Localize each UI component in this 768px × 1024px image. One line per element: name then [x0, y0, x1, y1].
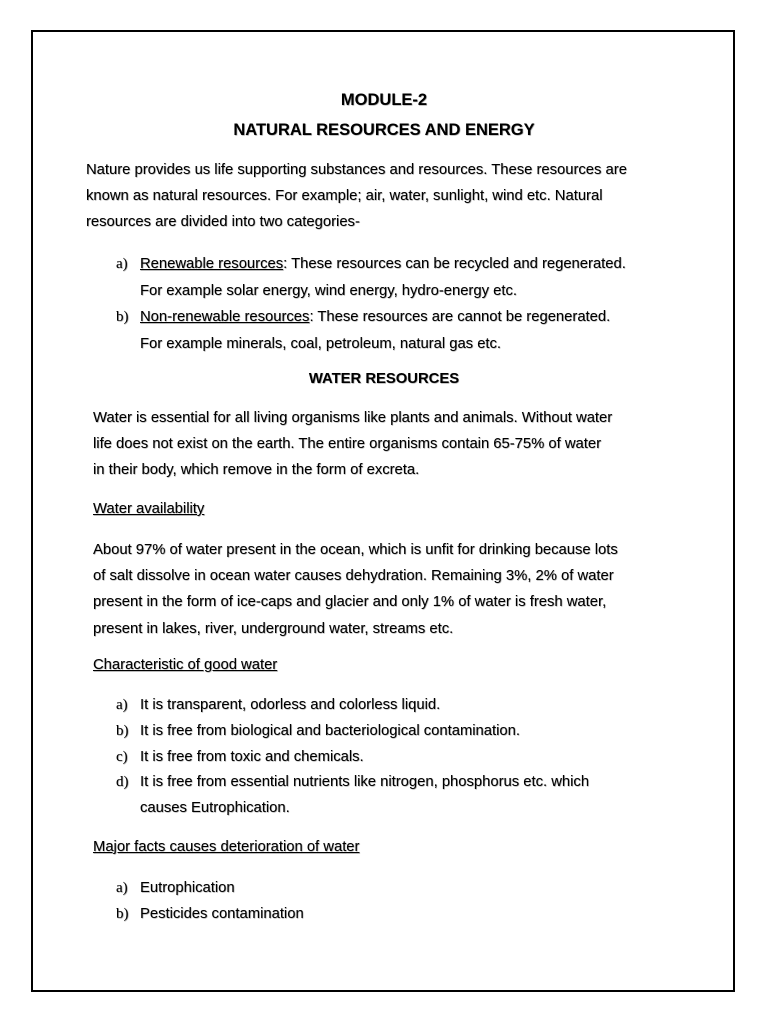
category-term: Renewable resources: [140, 256, 284, 272]
deterioration-list: [112, 876, 304, 928]
list-item-text: It is free from toxic and chemicals.: [140, 748, 364, 765]
good-water-heading: Characteristic of good water: [93, 657, 278, 673]
list-item-text: Eutrophication: [140, 880, 235, 896]
good-water-list: [112, 693, 589, 822]
intro-line: Nature provides us life supporting substances and resources. These resources are: [86, 162, 627, 178]
list-item-text-continued: causes Eutrophication.: [140, 800, 290, 817]
list-item-text: Pesticides contamination: [140, 905, 304, 922]
category-term: Non-renewable resources: [140, 309, 310, 325]
module-title: MODULE-2: [340, 91, 428, 109]
list-item: [112, 876, 304, 902]
list-marker: b): [116, 722, 129, 739]
deterioration-heading: Major facts causes deterioration of water: [93, 839, 360, 855]
list-item: [112, 251, 626, 304]
list-item: [112, 719, 589, 745]
category-definition: : These resources can be recycled and regenerated.: [283, 256, 626, 272]
availability-line: present in the form of ice-caps and glacier and only 1% of water is fresh water,: [93, 594, 607, 611]
water-resources-heading: WATER RESOURCES: [308, 371, 460, 387]
list-marker: b): [116, 309, 129, 325]
list-item-text: It is free from essential nutrients like nitrogen, phosphorus etc. which: [140, 774, 590, 791]
list-marker: b): [116, 905, 129, 922]
availability-line: present in lakes, river, underground water, streams etc.: [93, 620, 454, 637]
list-item-text: It is free from biological and bacteriological contamination.: [140, 722, 520, 739]
water-line: in their body, which remove in the form of excreta.: [93, 462, 420, 479]
category-definition: : These resources are cannot be regenerated.: [309, 309, 611, 325]
intro-line: resources are divided into two categories-: [86, 214, 360, 231]
list-item: [112, 745, 589, 771]
list-marker: d): [116, 774, 129, 791]
intro-line: known as natural resources. For example; air, water, sunlight, wind etc. Natural: [86, 188, 603, 205]
water-paragraph: [93, 405, 612, 484]
resource-categories-list: [112, 251, 626, 357]
water-line: life does not exist on the earth. The entire organisms contain 65-75% of water: [93, 436, 602, 453]
list-marker: a): [116, 256, 128, 272]
list-marker: c): [116, 748, 128, 765]
category-example: For example minerals, coal, petroleum, natural gas etc.: [140, 335, 502, 352]
category-example: For example solar energy, wind energy, hydro-energy etc.: [140, 282, 517, 299]
list-item: [112, 902, 304, 928]
list-item: [112, 304, 626, 357]
availability-line: About 97% of water present in the ocean, which is unfit for drinking because lots: [93, 542, 618, 558]
list-marker: a): [116, 697, 128, 713]
water-line: Water is essential for all living organisms like plants and animals. Without water: [93, 410, 613, 426]
module-subtitle: NATURAL RESOURCES AND ENERGY: [233, 121, 535, 139]
availability-paragraph: [93, 537, 618, 642]
water-availability-heading: Water availability: [93, 501, 205, 517]
availability-line: of salt dissolve in ocean water causes dehydration. Remaining 3%, 2% of water: [93, 568, 614, 585]
list-marker: a): [116, 880, 128, 896]
list-item: [112, 770, 589, 822]
list-item-text: It is transparent, odorless and colorless liquid.: [140, 697, 441, 713]
intro-paragraph: [86, 157, 627, 236]
list-item: [112, 693, 589, 719]
